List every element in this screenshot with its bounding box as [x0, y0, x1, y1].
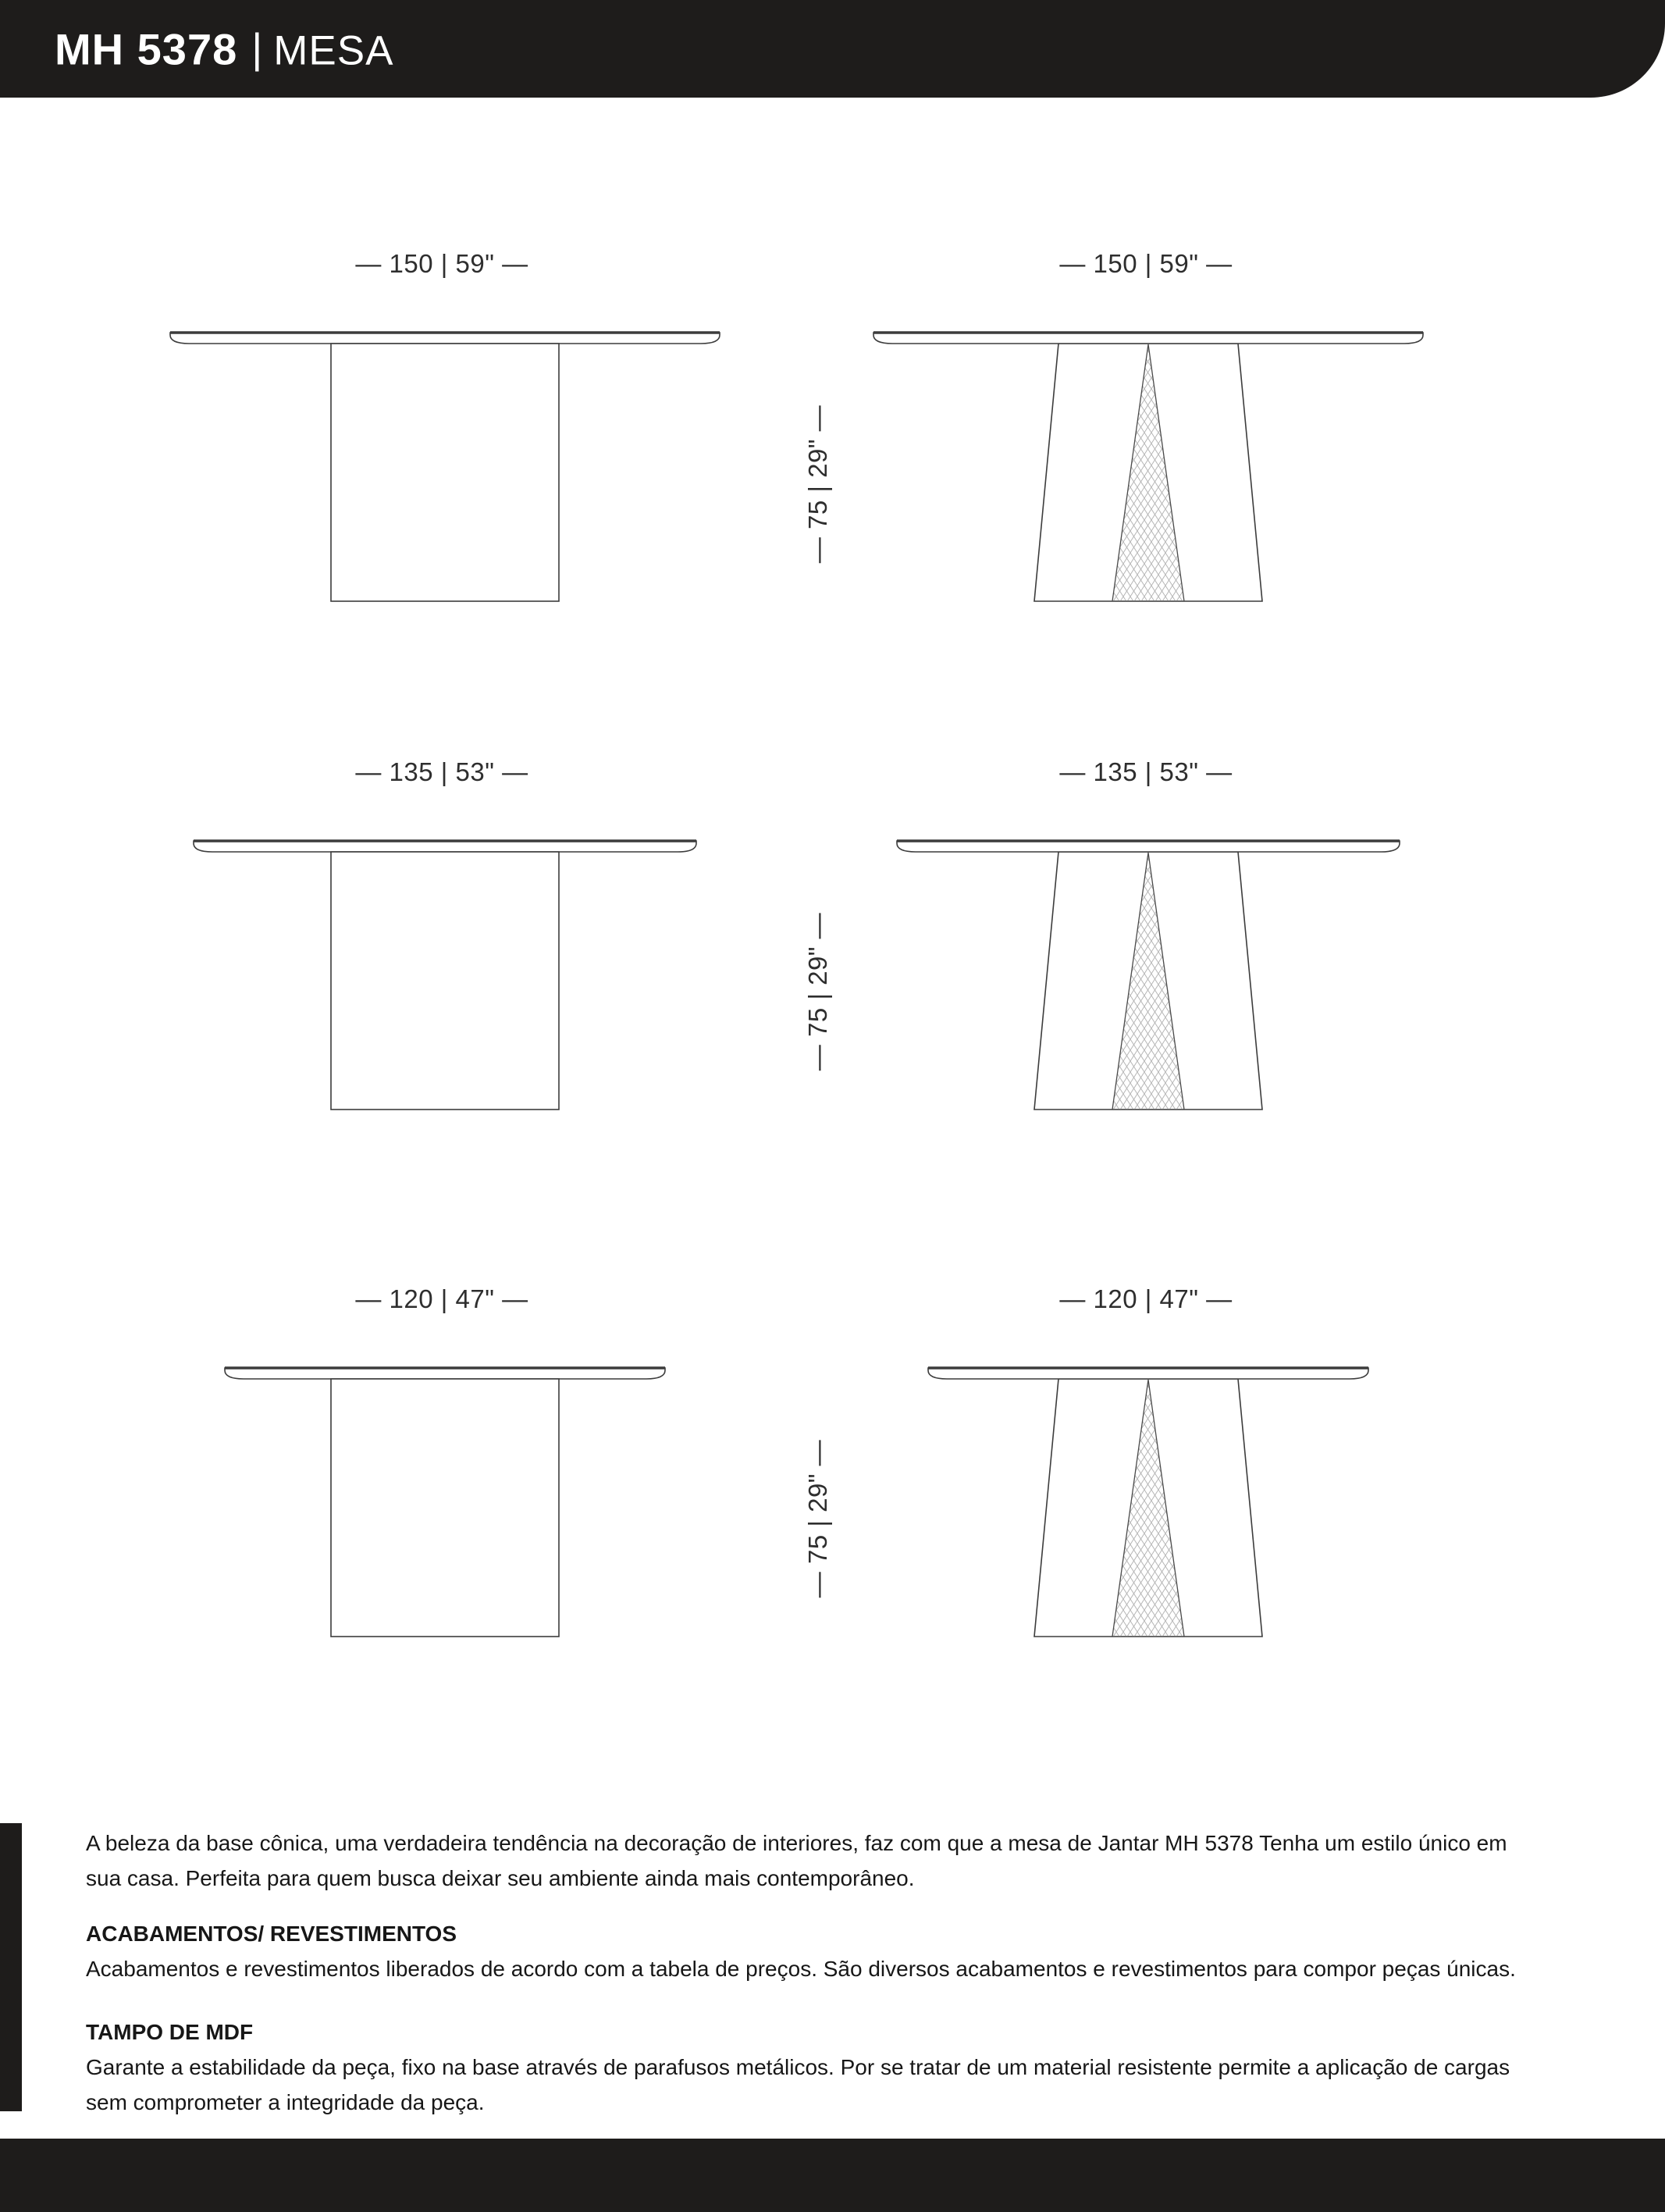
page-title — [55, 23, 393, 74]
pedestal-outline — [331, 344, 559, 601]
side-view-drawing — [863, 1364, 1433, 1642]
description-block — [86, 1826, 1643, 2120]
intro-text-line: A beleza da base cônica, uma verdadeira tendência na decoração de interiores, faz com que a mesa de Jantar MH 5378 Tenha um estilo único em — [86, 1831, 1507, 1855]
tabletop-outline — [873, 333, 1423, 344]
tabletop-outline — [194, 841, 696, 852]
section-heading-acabamentos: ACABAMENTOS/ REVESTIMENTOS — [86, 1922, 457, 1946]
side-view-drawing — [863, 837, 1433, 1115]
section-heading-tampo: TAMPO DE MDF — [86, 2020, 254, 2044]
pedestal-outline — [331, 852, 559, 1110]
title-divider: | — [251, 25, 263, 72]
width-dimension-label: — 135 | 53" — — [355, 757, 528, 786]
section-body-tampo-line: Garante a estabilidade da peça, fixo na base através de parafusos metálicos. Por se tratar de um material resistente permite a aplicação de cargas — [86, 2055, 1510, 2079]
height-dimension-label: — 75 | 29" — — [803, 912, 832, 1071]
width-dimension-label: — 150 | 59" — — [355, 249, 528, 278]
height-dimension-label: — 75 | 29" — — [803, 404, 832, 564]
tabletop-outline — [225, 1368, 665, 1379]
front-view-drawing — [160, 329, 730, 607]
tabletop-outline — [897, 841, 1400, 852]
width-dimension-label: — 120 | 47" — — [1059, 1284, 1233, 1313]
front-view-drawing — [160, 1364, 730, 1642]
width-dimension-label: — 120 | 47" — — [355, 1284, 528, 1313]
width-dimension-label: — 135 | 53" — — [1059, 757, 1233, 786]
side-view-drawing — [863, 329, 1433, 607]
tabletop-outline — [928, 1368, 1368, 1379]
footer-bar — [0, 2139, 1665, 2212]
tabletop-outline — [170, 333, 720, 344]
section-body-tampo-line: sem comprometer a integridade da peça. — [86, 2090, 485, 2114]
section-body-acabamentos: Acabamentos e revestimentos liberados de acordo com a tabela de preços. São diversos acabamentos e revestimentos para compor peças únicas. — [86, 1957, 1516, 1981]
pedestal-outline — [331, 1379, 559, 1637]
product-model: MH 5378 — [55, 24, 238, 73]
product-category: MESA — [273, 27, 394, 73]
front-view-drawing — [160, 837, 730, 1115]
height-dimension-label: — 75 | 29" — — [803, 1439, 832, 1598]
width-dimension-label: — 150 | 59" — — [1059, 249, 1233, 278]
intro-text-line: sua casa. Perfeita para quem busca deixar seu ambiente ainda mais contemporâneo. — [86, 1866, 915, 1890]
left-accent-bar — [0, 1823, 22, 2111]
header-bar — [0, 0, 1665, 98]
